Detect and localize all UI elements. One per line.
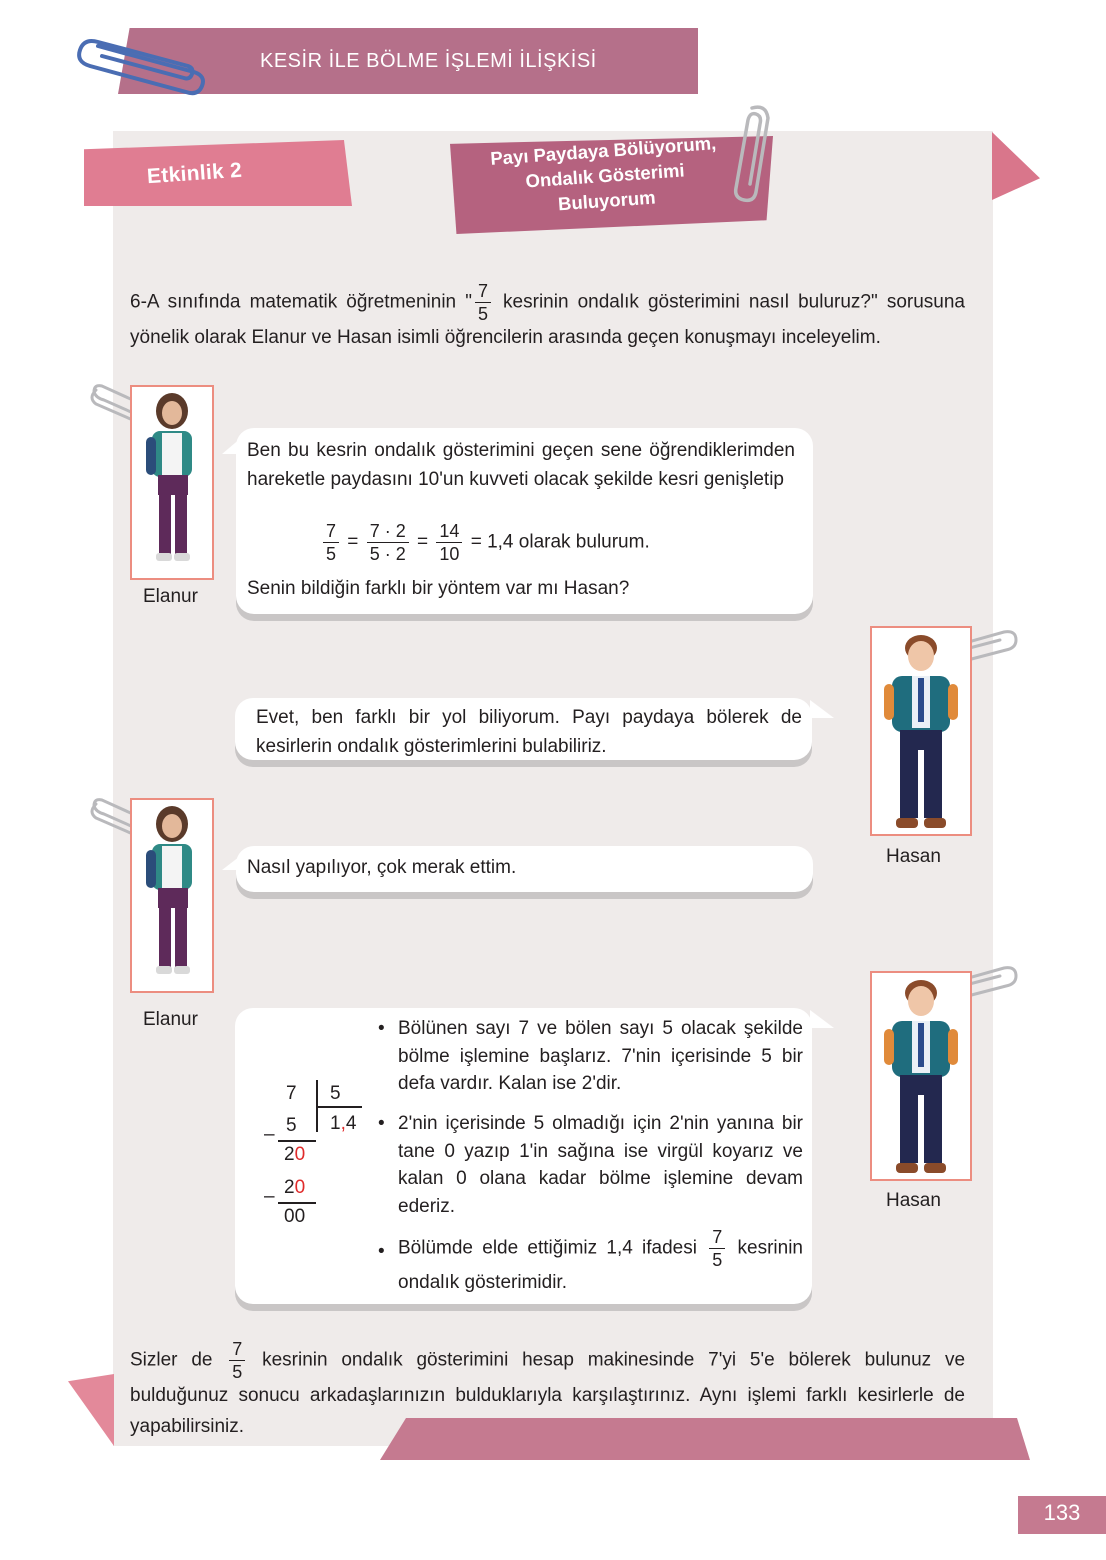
outro-text-start: Sizler de: [130, 1349, 213, 1371]
bubble1-equation: [320, 522, 800, 563]
activity-subtitle-line: Buluyorum: [557, 186, 657, 215]
boy-figure-icon: [872, 628, 970, 834]
fraction-denominator: 5: [712, 1250, 723, 1270]
girl-figure-icon: [132, 387, 212, 578]
fraction-numerator: 7: [323, 522, 339, 543]
bullet-mark: •: [378, 1113, 385, 1134]
divisor: 5: [330, 1083, 341, 1104]
elanur-portrait-frame: [130, 385, 214, 580]
activity-label: Etkinlik 2: [146, 158, 243, 189]
intro-paragraph: [130, 282, 965, 354]
bullet-text: 2'nin içerisinde 5 olmadığı için 2'nin yanına bir tane 0 yazıp 1'in sağına ise virgül koyarız ve kalan 0 olana kadar bölme işlemine devam ederiz.: [398, 1113, 803, 1217]
fraction: [367, 522, 409, 563]
equals-sign: =: [347, 531, 359, 553]
elanur-portrait-frame: [130, 798, 214, 993]
bullet-item: [378, 1015, 803, 1098]
equation-result: = 1,4: [470, 531, 514, 553]
bullet-text: [398, 1228, 803, 1297]
long-division: [258, 1080, 373, 1230]
fraction: [323, 522, 339, 563]
fraction-7-5: [475, 282, 491, 323]
page-header-title: KESİR İLE BÖLME İŞLEMİ İLİŞKİSİ: [260, 50, 597, 72]
character-name-hasan: Hasan: [886, 846, 941, 867]
closing-paragraph: [130, 1340, 965, 1442]
fraction-numerator: 7: [229, 1340, 245, 1361]
intro-text-start: 6-A sınıfında matematik öğretmeninin ": [130, 291, 472, 313]
character-name-elanur: Elanur: [143, 586, 198, 607]
fraction-numerator: 7: [709, 1228, 725, 1249]
fraction-7-5: [229, 1340, 245, 1381]
division-horizontal-line: [316, 1106, 362, 1108]
bullet-item: [378, 1228, 803, 1297]
fraction-denominator: 5: [326, 544, 337, 564]
speech-bubble-tail: [810, 1010, 834, 1028]
fraction-denominator: 5 · 2: [369, 544, 406, 564]
bullet-item: [378, 1110, 803, 1220]
bullet-text-end: kesrinin ondalık gösterimidir.: [398, 1237, 804, 1293]
final-remainder: 00: [284, 1206, 306, 1227]
fraction-denominator: 5: [232, 1362, 243, 1382]
minus-sign: –: [264, 1124, 275, 1145]
intro-text-end: kesrinin ondalık gösterimini nasıl buluruz?" sorusuna yönelik olarak Elanur ve Hasan isimli öğrencilerin arasında geçen konuşmayı inceleyelim.: [130, 291, 965, 348]
bubble3-text: Nasıl yapılıyor, çok merak ettim.: [247, 857, 517, 878]
equals-sign: =: [417, 531, 429, 553]
subtrahend-digit-zero: 0: [294, 1177, 306, 1198]
bullet-text-start: Bölümde elde ettiğimiz 1,4 ifadesi: [398, 1237, 697, 1259]
quotient-comma: ,: [340, 1113, 346, 1134]
fraction: [436, 522, 462, 563]
paperclip-icon: [68, 26, 208, 96]
character-name-elanur: Elanur: [143, 1009, 198, 1030]
paperclip-icon: [722, 100, 780, 204]
subtrahend-1: 5: [286, 1115, 297, 1136]
character-name-hasan: Hasan: [886, 1190, 941, 1211]
ribbon-corner-bottom-left: [68, 1374, 114, 1446]
minus-sign: –: [264, 1186, 275, 1207]
bullet-mark: •: [378, 1241, 385, 1262]
bubble1-text: Ben bu kesrin ondalık gösterimini geçen sene öğrendiklerimden hareketle paydasını 10'un kuvveti olacak şekilde kesri genişletip: [247, 440, 795, 490]
speech-bubble-tail: [810, 700, 834, 718]
outro-text-end: kesrinin ondalık gösterimini hesap makinesinde 7'yi 5'e bölerek bulunuz ve bulduğunuz sonucu arkadaşlarınızın bulduklarıyla karşılaştırınız. Aynı işlemi farklı kesirlerle de yapabilirsiniz.: [130, 1349, 966, 1437]
dividend: 7: [286, 1083, 297, 1104]
remainder-digit: 2: [284, 1144, 295, 1165]
bullet-mark: •: [378, 1018, 385, 1039]
fraction-denominator: 10: [439, 544, 460, 564]
activity-subtitle-line: Payı Paydaya Bölüyorum,: [489, 132, 717, 169]
fraction-numerator: 7: [475, 282, 491, 303]
bubble2-text: Evet, ben farklı bir yol biliyorum. Payı paydaya bölerek de kesirlerin ondalık gösterimlerini bulabiliriz.: [256, 707, 802, 757]
fraction-numerator: 7 · 2: [367, 522, 409, 543]
equation-tail-text: olarak bulurum.: [518, 531, 650, 553]
bullet-text: Bölünen sayı 7 ve bölen sayı 5 olacak şekilde bölme işlemine başlarız. 7'nin içerisinde 5 bir defa vardır. Kalan ise 2'dir.: [398, 1018, 803, 1094]
remainder-1: [284, 1144, 305, 1166]
quotient-integer: 1: [330, 1113, 341, 1134]
fraction-7-5: [709, 1228, 725, 1269]
quotient-decimal: 4: [345, 1113, 357, 1134]
subtrahend-digit: 2: [284, 1177, 295, 1198]
boy-figure-icon: [872, 973, 970, 1179]
fraction-denominator: 5: [477, 304, 488, 324]
hasan-portrait-frame: [870, 971, 972, 1181]
page-number: 133: [1043, 1500, 1081, 1525]
quotient: [330, 1113, 356, 1135]
hasan-portrait-frame: [870, 626, 972, 836]
subtraction-line: [278, 1140, 316, 1142]
bubble1-question: Senin bildiğin farklı bir yöntem var mı Hasan?: [247, 578, 630, 599]
subtraction-line: [278, 1202, 316, 1204]
appended-zero: 0: [294, 1144, 306, 1165]
ribbon-corner-top-right: [992, 132, 1040, 200]
girl-figure-icon: [132, 800, 212, 991]
activity-subtitle-line: Ondalık Gösterimi: [524, 159, 686, 192]
subtrahend-2: [284, 1177, 305, 1199]
fraction-numerator: 14: [436, 522, 462, 543]
